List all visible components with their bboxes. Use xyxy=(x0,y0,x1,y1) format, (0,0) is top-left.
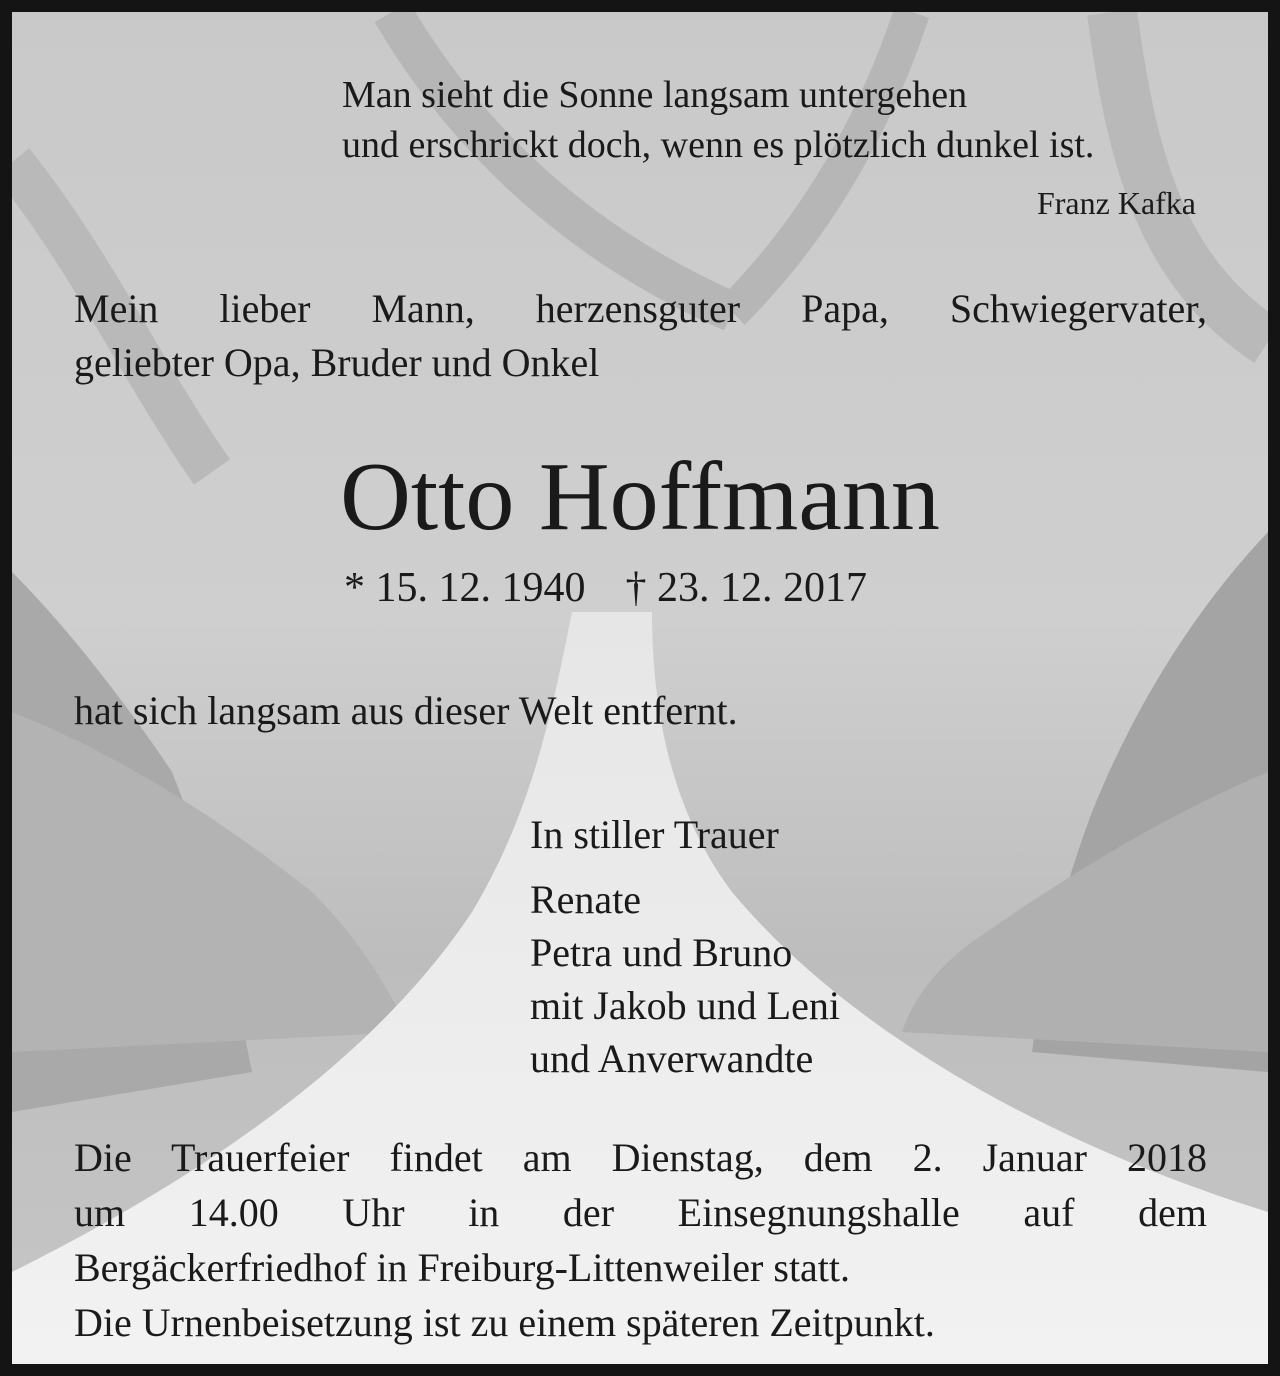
quote-author: Franz Kafka xyxy=(1036,185,1196,221)
mourners-heading: In stiller Trauer xyxy=(530,812,779,857)
intro-line: geliebter Opa, Bruder und Onkel xyxy=(74,340,600,385)
intro-line: Mein lieber Mann, herzensguter Papa, Schwiegervater, xyxy=(74,286,1207,331)
ceremony-line: um 14.00 Uhr in der Einsegnungshalle auf dem xyxy=(74,1190,1207,1235)
statement-text: hat sich langsam aus dieser Welt entfernt. xyxy=(74,688,738,733)
ceremony-line: Die Trauerfeier findet am Dienstag, dem 2. Januar 2018 xyxy=(74,1135,1207,1180)
quote-line: und erschrickt doch, wenn es plötzlich dunkel ist. xyxy=(342,124,1095,166)
kafka-quote xyxy=(342,70,1222,170)
mourner-name: mit Jakob und Leni xyxy=(530,983,840,1028)
life-dates xyxy=(344,560,867,616)
ceremony-line: Die Urnenbeisetzung ist zu einem späteren Zeitpunkt. xyxy=(74,1300,935,1345)
ceremony-line: Bergäckerfriedhof in Freiburg-Littenweiler statt. xyxy=(74,1245,851,1290)
deceased-name: Otto Hoffmann xyxy=(340,443,940,551)
mourner-name: Petra und Bruno xyxy=(530,930,793,975)
mourner-name: Renate xyxy=(530,877,642,922)
mourner-name: und Anverwandte xyxy=(530,1036,814,1081)
birth-date: * 15. 12. 1940 xyxy=(344,565,586,611)
mourners-block xyxy=(530,808,840,1085)
death-date: † 23. 12. 2017 xyxy=(625,565,867,611)
quote-line: Man sieht die Sonne langsam untergehen xyxy=(342,74,968,116)
ceremony-info xyxy=(74,1130,1207,1350)
intro-text xyxy=(74,282,1207,390)
